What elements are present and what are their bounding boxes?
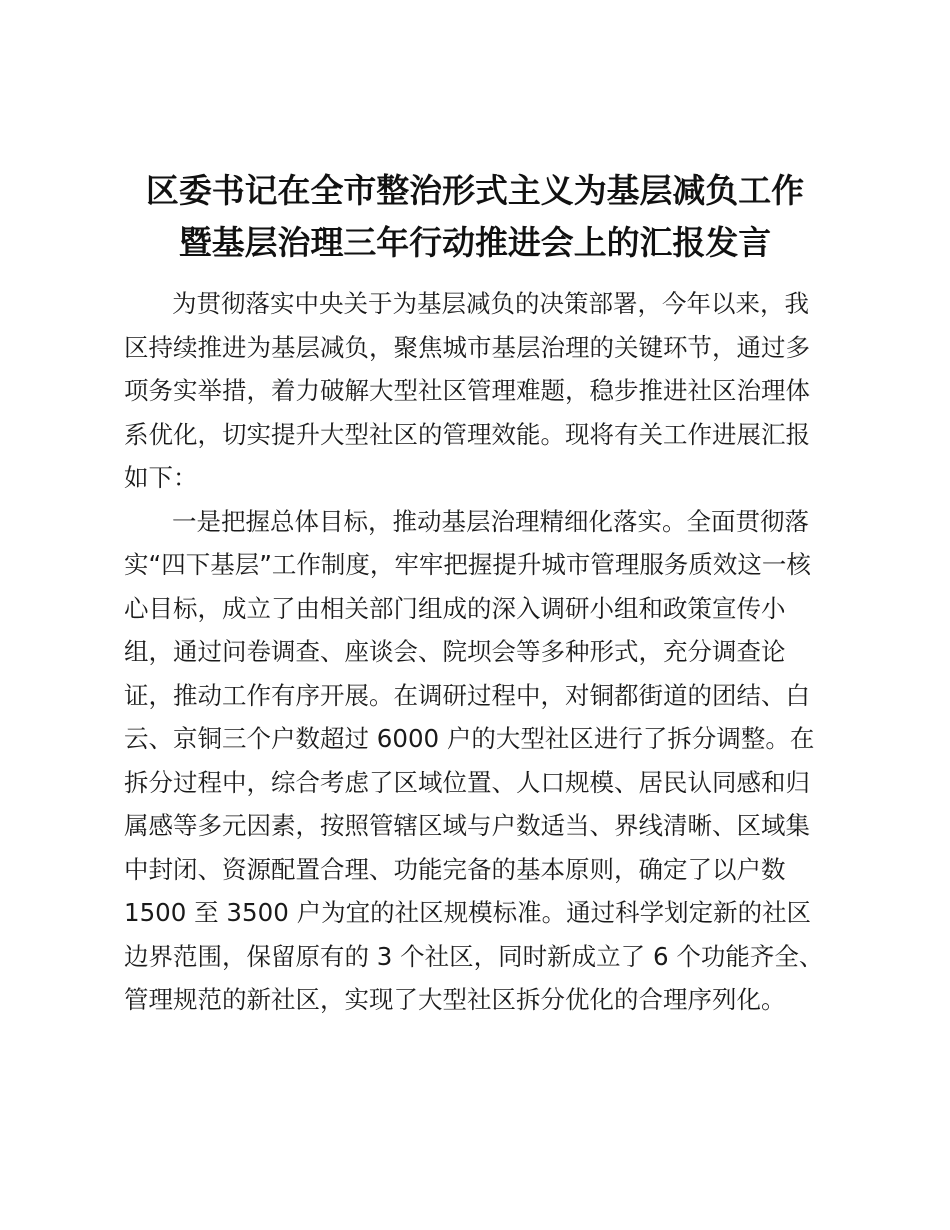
paragraph-2-line: 心目标，成立了由相关部门组成的深入调研小组和政策宣传小 <box>124 594 786 623</box>
paragraph-2-line: 边界范围，保留原有的 3 个社区，同时新成立了 6 个功能齐全、 <box>124 942 824 971</box>
paragraph-2-line: 一是把握总体目标，推动基层治理精细化落实。全面贯彻落 <box>172 507 809 536</box>
paragraph-2-line: 属感等多元因素，按照管辖区域与户数适当、界线清晰、区域集 <box>124 811 810 840</box>
paragraph-1-line: 为贯彻落实中央关于为基层减负的决策部署，今年以来，我 <box>172 289 809 318</box>
paragraph-1-line: 区持续推进为基层减负，聚焦城市基层治理的关键环节，通过多 <box>124 333 810 362</box>
paragraph-2-line: 实“四下基层”工作制度，牢牢把握提升城市管理服务质效这一核 <box>124 550 811 579</box>
paragraph-2-line: 中封闭、资源配置合理、功能完备的基本原则，确定了以户数 <box>124 855 786 884</box>
paragraph-1-line: 项务实举措，着力破解大型社区管理难题，稳步推进社区治理体 <box>124 376 810 405</box>
paragraph-2-line: 组，通过问卷调查、座谈会、院坝会等多种形式，充分调查论 <box>124 637 786 666</box>
paragraph-1-line: 如下： <box>124 463 198 492</box>
paragraph-2-line: 拆分过程中，综合考虑了区域位置、人口规模、居民认同感和归 <box>124 768 810 797</box>
paragraph-2-line: 管理规范的新社区，实现了大型社区拆分优化的合理序列化。 <box>124 985 786 1014</box>
document-title-line-2: 暨基层治理三年行动推进会上的汇报发言 <box>178 223 772 262</box>
paragraph-2-line: 云、京铜三个户数超过 6000 户的大型社区进行了拆分调整。在 <box>124 724 815 753</box>
paragraph-2-line: 1500 至 3500 户为宜的社区规模标准。通过科学划定新的社区 <box>124 898 812 927</box>
paragraph-1-line: 系优化，切实提升大型社区的管理效能。现将有关工作进展汇报 <box>124 420 810 449</box>
paragraph-2-line: 证，推动工作有序开展。在调研过程中，对铜都街道的团结、白 <box>124 681 810 710</box>
document-title-line-1: 区委书记在全市整治形式主义为基层减负工作 <box>145 171 805 210</box>
